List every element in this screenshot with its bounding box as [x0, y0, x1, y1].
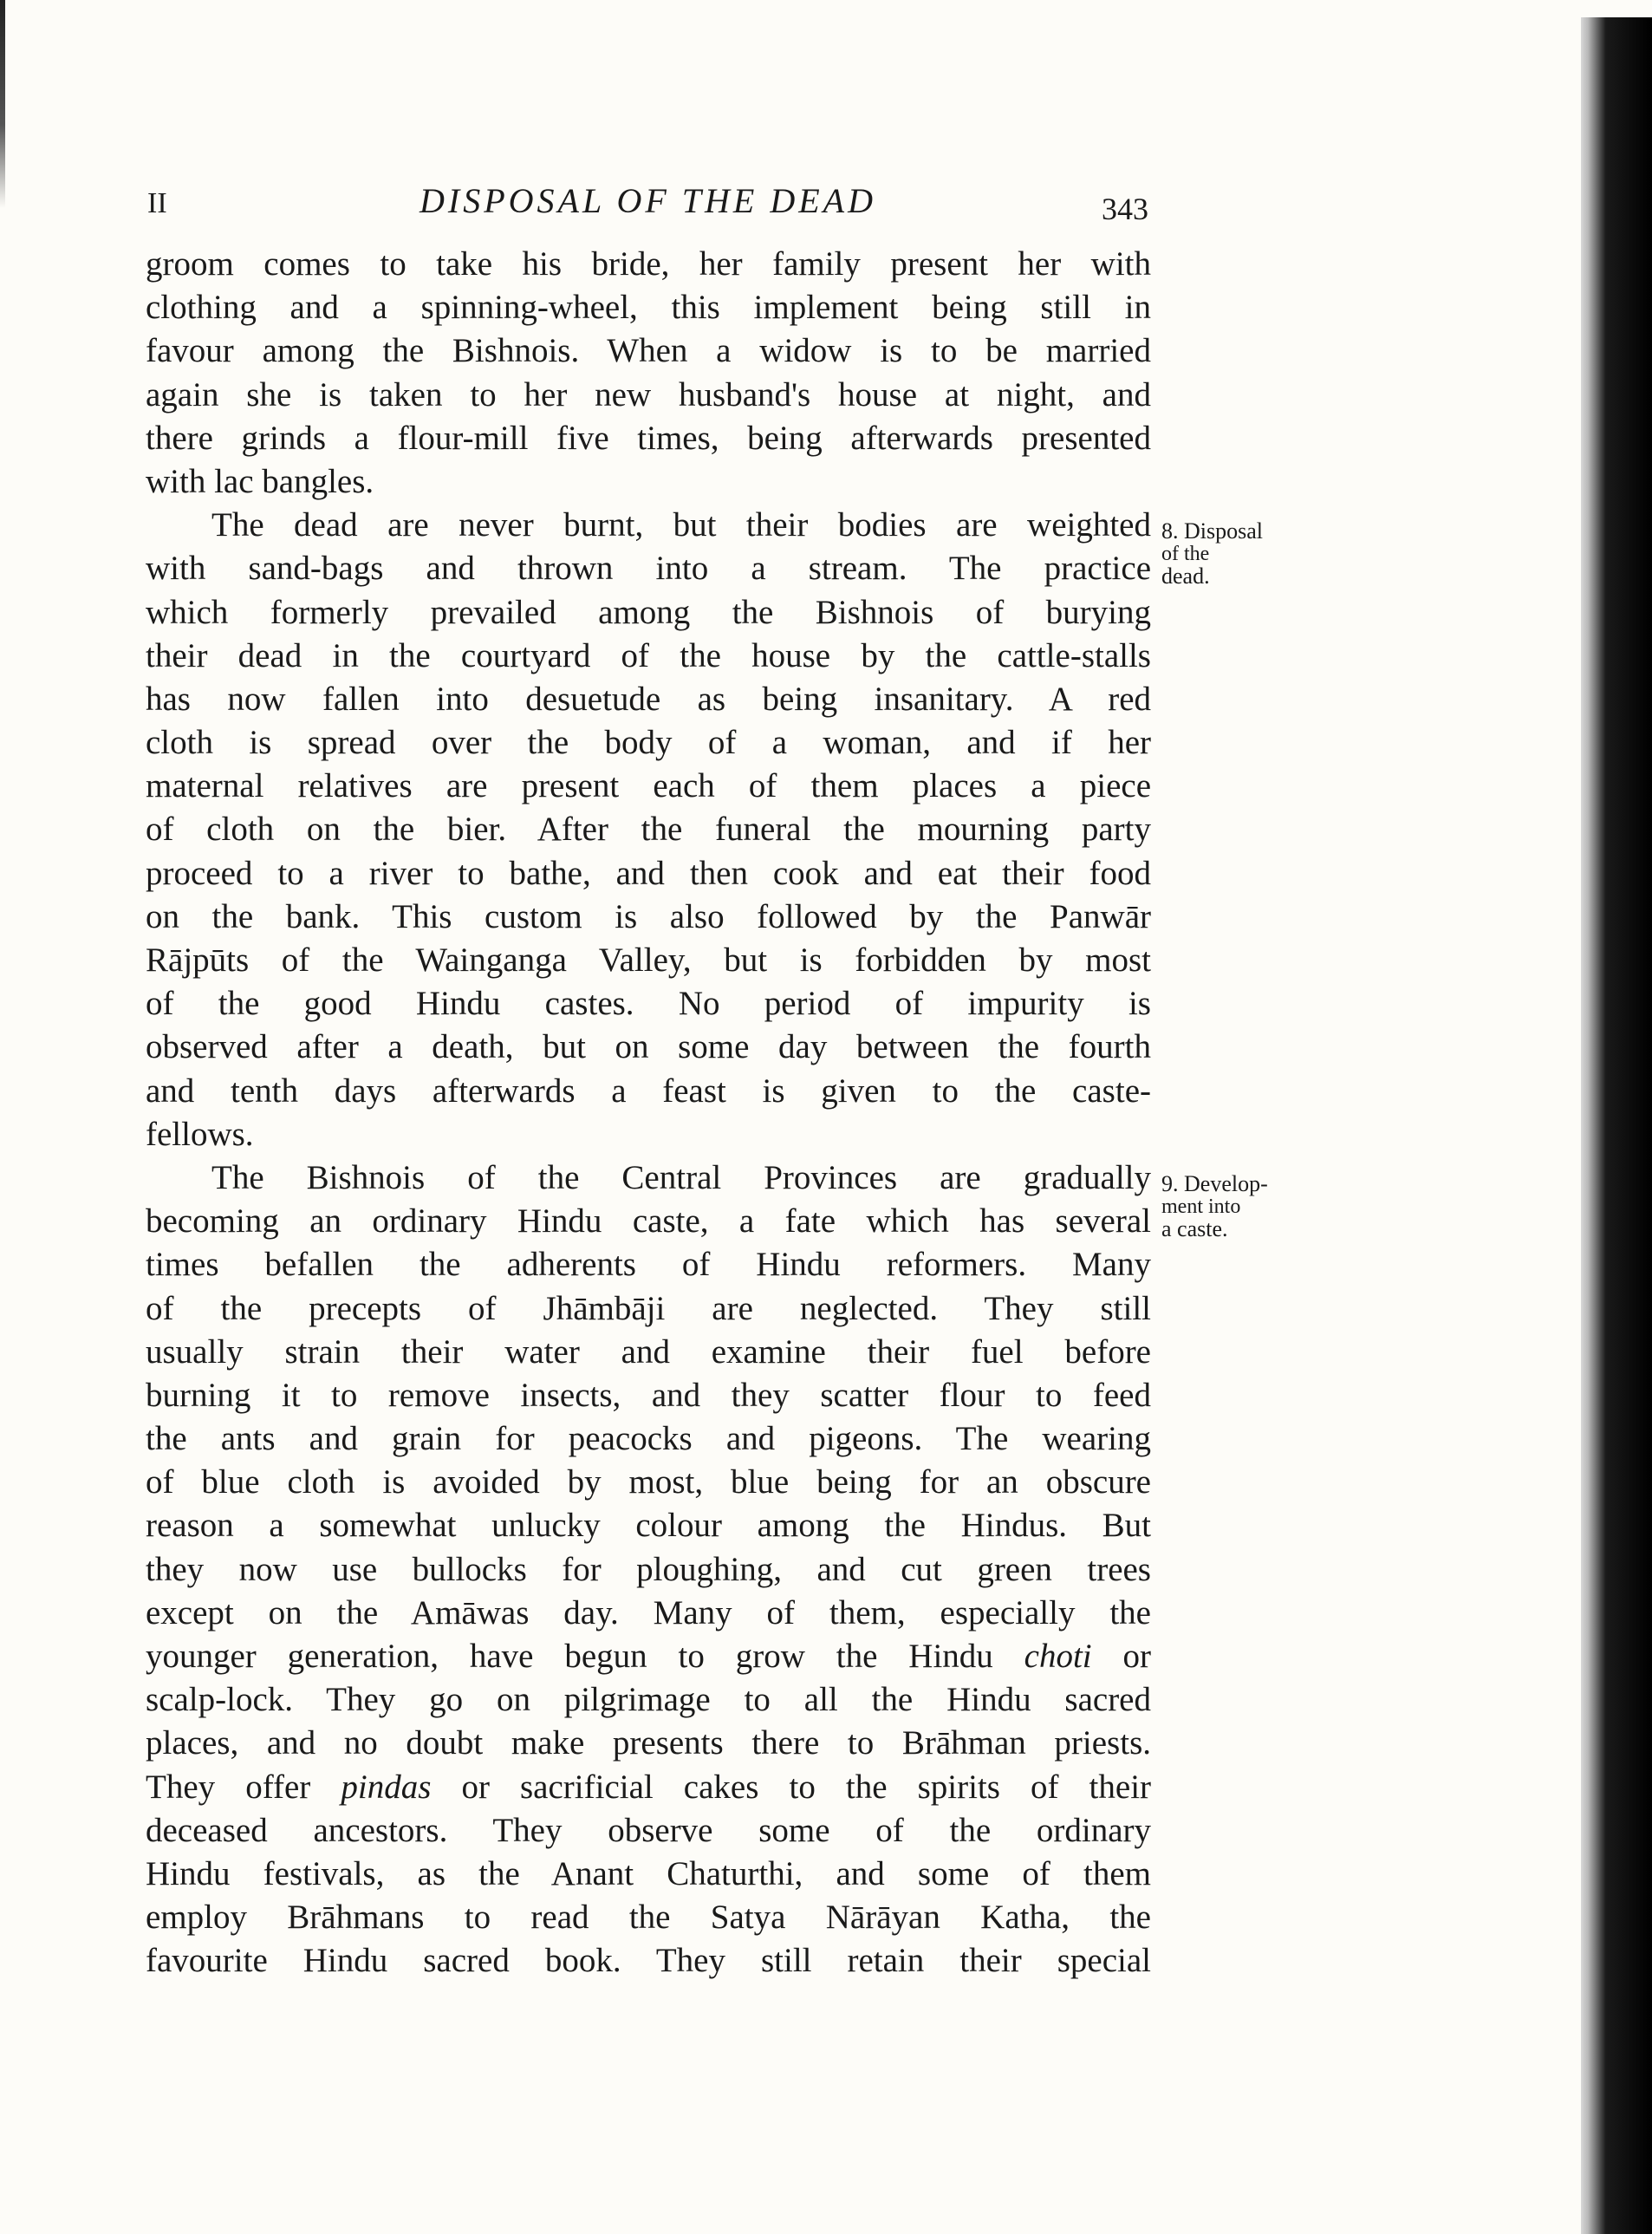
text-fragment: younger generation, have begun to grow the Hindu [146, 1638, 993, 1675]
italic-term: pindas [341, 1768, 432, 1806]
text-line: they now use bullocks for ploughing, and cut green trees [146, 1550, 1151, 1588]
text-line: places, and no doubt make presents there to Brāhman priests. [146, 1724, 1151, 1762]
text-line: clothing and a spinning-wheel, this implement being still in [146, 289, 1151, 327]
text-line: and tenth days afterwards a feast is given to the caste- [146, 1071, 1151, 1110]
text-line: of cloth on the bier. After the funeral the mourning party [146, 811, 1151, 849]
text-line: has now fallen into desuetude as being insanitary. A red [146, 680, 1151, 718]
text-line: Hindu festivals, as the Anant Chaturthi, and some of them [146, 1854, 1151, 1892]
running-title: DISPOSAL OF THE DEAD [419, 181, 876, 220]
text-line: groom comes to take his bride, her family present her with [146, 245, 1151, 283]
italic-term: choti [1024, 1638, 1092, 1675]
text-line: with sand-bags and thrown into a stream. The practice [146, 550, 1151, 588]
text-line: the ants and grain for peacocks and pigeons. The wearing [146, 1420, 1151, 1458]
margin-note-line: a caste. [1161, 1216, 1228, 1241]
text-line: deceased ancestors. They observe some of the ordinary [146, 1811, 1151, 1849]
text-line: Rājpūts of the Wainganga Valley, but is forbidden by most [146, 941, 1151, 979]
margin-note-line: ment into [1161, 1195, 1241, 1218]
text-fragment: or [1122, 1638, 1152, 1675]
text-line: observed after a death, but on some day between the fourth [146, 1028, 1151, 1066]
text-line: on the bank. This custom is also followed by the Panwār [146, 897, 1151, 935]
text-line: their dead in the courtyard of the house by the cattle-stalls [146, 636, 1151, 674]
margin-note-line: dead. [1161, 563, 1210, 589]
text-line: The Bishnois of the Central Provinces are gradually [211, 1158, 1151, 1196]
page-edge-right [1581, 17, 1652, 2234]
text-fragment: or sacrificial cakes to the spirits of their [461, 1768, 1152, 1806]
text-line: there grinds a flour-mill five times, being afterwards presented [146, 419, 1151, 457]
text-line: reason a somewhat unlucky colour among the Hindus. But [146, 1507, 1151, 1545]
text-line: cloth is spread over the body of a woman, and if her [146, 724, 1151, 762]
running-header [147, 180, 1148, 232]
text-line: burning it to remove insects, and they scatter flour to feed [146, 1376, 1151, 1414]
body-text [146, 243, 1151, 1983]
text-line [146, 1635, 1151, 1678]
margin-note-line: of the [1161, 543, 1210, 565]
text-line: which formerly prevailed among the Bishnois of burying [146, 593, 1151, 631]
text-line: except on the Amāwas day. Many of them, especially the [146, 1593, 1151, 1632]
text-line: again she is taken to her new husband's house at night, and [146, 375, 1151, 414]
margin-note-disposal [1161, 520, 1317, 588]
page-number: 343 [1102, 192, 1148, 226]
text-line: favour among the Bishnois. When a widow is to be married [146, 332, 1151, 370]
text-line: maternal relatives are present each of them places a piece [146, 767, 1151, 805]
text-line: usually strain their water and examine their fuel before [146, 1332, 1151, 1371]
text-line: with lac bangles. [146, 462, 374, 500]
text-line: proceed to a river to bathe, and then cook and eat their food [146, 854, 1151, 892]
margin-note-line: 8. Disposal [1161, 518, 1263, 544]
text-line: of the good Hindu castes. No period of impurity is [146, 985, 1151, 1023]
text-line: The dead are never burnt, but their bodies are weighted [211, 506, 1151, 544]
text-line: of the precepts of Jhāmbāji are neglected. They still [146, 1289, 1151, 1327]
page-edge-left [0, 0, 5, 208]
text-line: times befallen the adherents of Hindu reformers. Many [146, 1246, 1151, 1284]
section-numeral: II [147, 187, 167, 219]
margin-note-line: 9. Develop- [1161, 1171, 1268, 1196]
margin-note-development [1161, 1173, 1317, 1241]
text-line: favourite Hindu sacred book. They still retain their special [146, 1942, 1151, 1980]
text-line: of blue cloth is avoided by most, blue being for an obscure [146, 1463, 1151, 1501]
text-fragment: They offer [146, 1768, 311, 1806]
text-line: becoming an ordinary Hindu caste, a fate which has several [146, 1202, 1151, 1241]
text-line: employ Brāhmans to read the Satya Nārāyan Katha, the [146, 1899, 1151, 1937]
text-line: scalp-lock. They go on pilgrimage to all the Hindu sacred [146, 1681, 1151, 1719]
text-line [146, 1766, 1151, 1809]
text-line: fellows. [146, 1115, 254, 1153]
